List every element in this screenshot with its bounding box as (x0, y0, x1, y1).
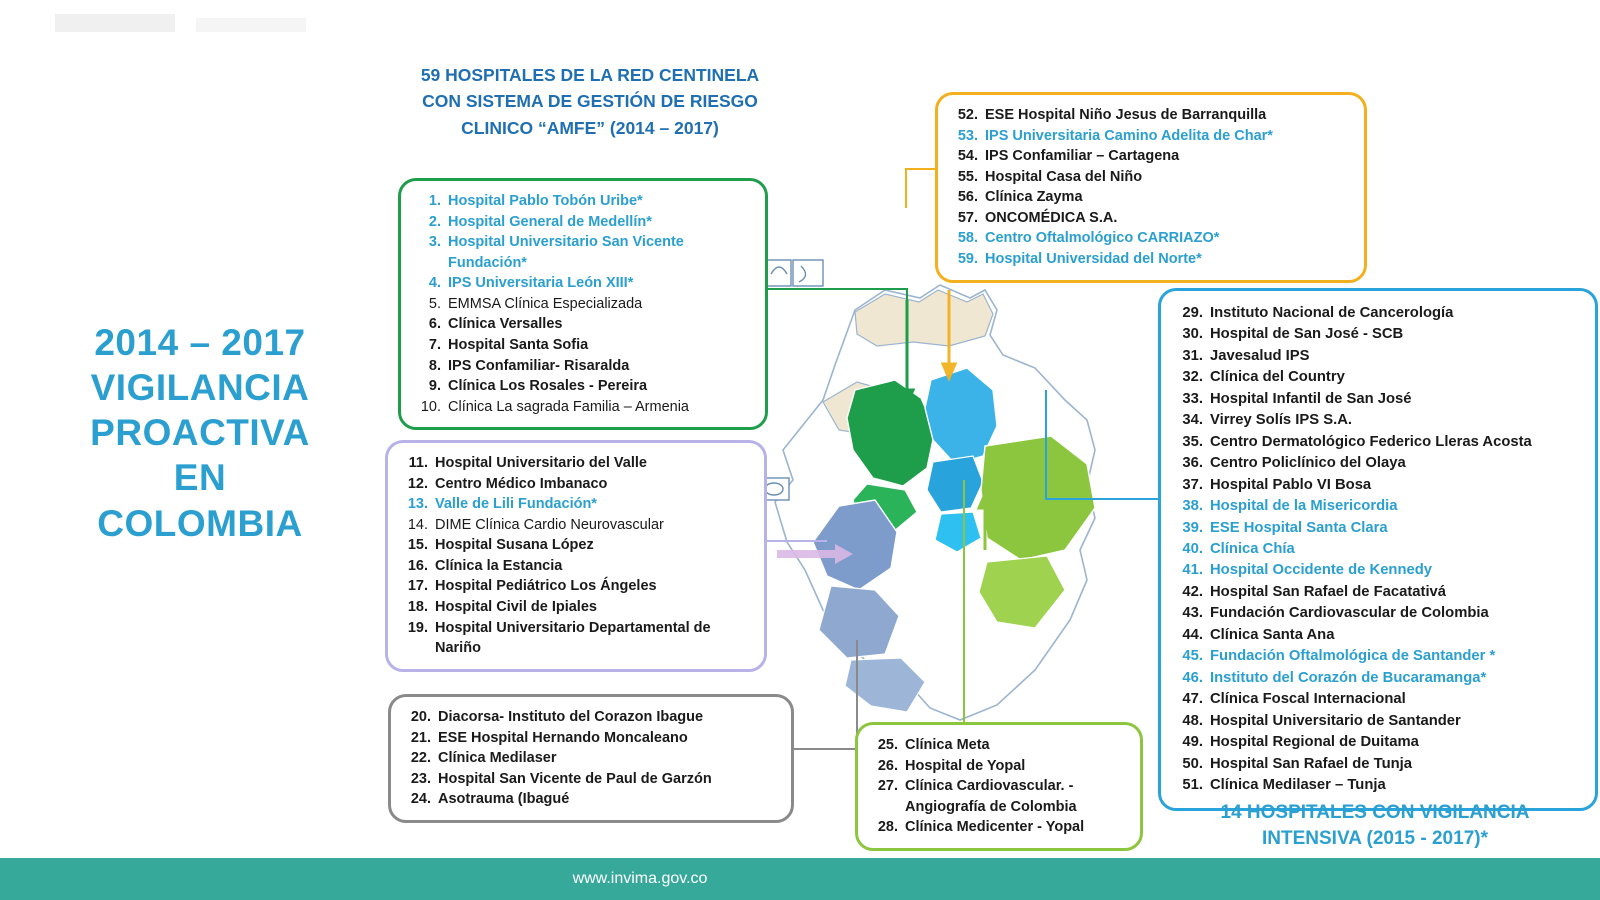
list-item-number: 6. (428, 316, 441, 333)
list-item-label: ESE Hospital Niño Jesus de Barranquilla (985, 107, 1267, 123)
list-item (1177, 582, 1579, 603)
intensive-surveillance-heading (1160, 800, 1590, 851)
list-item-number: 28. (877, 819, 898, 836)
page-title-line: VIGILANCIA (90, 367, 310, 409)
list-item-label: ESE Hospital Hernando Moncaleano (438, 729, 688, 746)
page-title (40, 320, 360, 546)
list-item (1177, 775, 1579, 796)
list-item-number: 25. (877, 737, 898, 753)
list-item-number: 7. (428, 337, 441, 354)
list-item-label: Clínica Santa Ana (1210, 626, 1335, 643)
box-costa-caribe (935, 92, 1367, 283)
colombia-map (735, 250, 1155, 770)
list-item-number: 58. (957, 230, 978, 247)
list-item-label: Clínica Medicenter - Yopal (905, 819, 1085, 836)
list-item (952, 126, 1350, 147)
list-item-number: 41. (1182, 562, 1203, 579)
list-item-number: 48. (1182, 712, 1203, 729)
list-item-number: 38. (1182, 498, 1203, 515)
list-item (952, 105, 1350, 126)
list-item-label: Hospital Santa Sofia (448, 337, 589, 354)
list-item (415, 335, 751, 356)
list-item-label: Clínica Meta (905, 737, 990, 753)
list-item-label: Clínica Medilaser (438, 750, 557, 767)
list-item-label: Asotrauma (Ibagué (438, 791, 570, 808)
footer-bar (0, 858, 1600, 900)
list-item-number: 9. (428, 378, 441, 395)
list-item-label: Hospital Susana López (435, 537, 594, 554)
list-item (1177, 646, 1579, 667)
decorative-mark-left (55, 14, 175, 32)
list-item-label: ESE Hospital Santa Clara (1210, 519, 1388, 536)
list-item-label: Hospital Regional de Duitama (1210, 734, 1419, 751)
list-item-label: Instituto Nacional de Cancerología (1210, 305, 1454, 321)
list-item-number: 54. (957, 148, 978, 165)
list-item-label: Clínica La sagrada Familia – Armenia (448, 398, 689, 415)
list-item (405, 769, 777, 790)
list-item (402, 515, 750, 536)
list-item-label: Clínica Los Rosales - Pereira (448, 378, 648, 395)
list-item-number: 51. (1182, 776, 1203, 793)
hospital-list (405, 707, 777, 810)
list-item-label: Hospital Civil de Ipiales (435, 599, 597, 616)
list-item (1177, 324, 1579, 345)
list-item-number: 45. (1182, 648, 1203, 665)
hospital-list (415, 191, 751, 417)
list-item-number: 18. (407, 599, 428, 616)
list-item-label: Hospital Universidad del Norte* (985, 251, 1202, 268)
list-item (872, 817, 1126, 838)
list-item (415, 294, 751, 315)
list-item (1177, 754, 1579, 775)
list-item-number: 17. (407, 578, 428, 595)
list-item (1177, 603, 1579, 624)
list-item (872, 756, 1126, 777)
list-item-number: 37. (1182, 476, 1203, 493)
list-item-label: Clínica Versalles (448, 316, 563, 333)
box-meta-casanare (855, 722, 1143, 851)
list-item-number: 55. (957, 168, 978, 185)
list-item-label: Hospital San Rafael de Tunja (1210, 755, 1412, 772)
list-item (402, 494, 750, 515)
list-item-label: Clínica Cardiovascular. - Angiografía de Colombia (905, 778, 1077, 815)
list-item-label: Hospital Universitario Departamental de Nariño (435, 619, 711, 657)
list-item (415, 191, 751, 212)
list-item-label: Hospital de la Misericordia (1210, 498, 1398, 515)
list-item (1177, 625, 1579, 646)
list-item-number: 47. (1182, 691, 1203, 708)
list-item-number: 46. (1182, 669, 1203, 686)
box-valle-narino (385, 440, 767, 672)
list-item-label: ONCOMÉDICA S.A. (985, 209, 1118, 226)
footer-url: www.invima.gov.co (572, 870, 708, 887)
list-item-label: Hospital de Yopal (905, 757, 1026, 774)
list-item-label: Hospital San Rafael de Facatativá (1210, 583, 1447, 600)
list-item-label: Centro Dermatológico Federico Lleras Acosta (1210, 433, 1532, 450)
list-item-number: 57. (957, 209, 978, 226)
list-item-label: IPS Confamiliar – Cartagena (985, 148, 1180, 165)
intensive-heading-line: 14 HOSPITALES CON VIGILANCIA (1220, 802, 1530, 823)
list-item-label: Centro Oftalmológico CARRIAZO* (985, 230, 1220, 247)
list-item-number: 14. (407, 516, 428, 533)
list-item (415, 314, 751, 335)
list-item-number: 59. (957, 251, 978, 268)
list-item-label: Hospital San Vicente de Paul de Garzón (438, 770, 712, 787)
list-item-label: Centro Médico Imbanaco (435, 475, 608, 492)
intensive-heading-line: INTENSIVA (2015 - 2017)* (1262, 827, 1488, 849)
list-item-number: 44. (1182, 626, 1203, 643)
list-item-number: 43. (1182, 605, 1203, 622)
list-item (1177, 496, 1579, 517)
list-item (415, 397, 751, 418)
list-item (872, 735, 1126, 756)
hospital-list (1177, 303, 1579, 796)
list-item-number: 12. (407, 475, 428, 492)
list-item (405, 707, 777, 728)
list-item-number: 3. (428, 234, 441, 251)
list-item-label: Fundación Cardiovascular de Colombia (1210, 605, 1489, 622)
list-item-label: Virrey Solís IPS S.A. (1210, 412, 1353, 429)
list-item-label: Diacorsa- Instituto del Corazon Ibague (438, 709, 704, 725)
list-item (402, 453, 750, 474)
list-item-number: 35. (1182, 433, 1203, 450)
list-item-label: Centro Policlínico del Olaya (1210, 455, 1406, 472)
list-item-label: Fundación Oftalmológica de Santander * (1210, 648, 1496, 665)
box-bogota-santander (1158, 288, 1598, 811)
list-item (415, 232, 751, 273)
main-heading-line: 59 HOSPITALES DE LA RED CENTINELA (420, 65, 760, 85)
list-item-number: 53. (957, 127, 978, 144)
list-item-number: 19. (407, 619, 428, 636)
list-item (1177, 560, 1579, 581)
list-item-number: 15. (407, 537, 428, 554)
page-title-line: 2014 – 2017 (94, 322, 306, 363)
list-item-number: 4. (428, 275, 441, 292)
list-item-label: IPS Universitaria León XIII* (448, 275, 634, 292)
list-item-number: 8. (428, 357, 441, 374)
list-item-label: Hospital General de Medellín* (448, 213, 652, 230)
list-item-number: 26. (877, 757, 898, 774)
list-item-label: Hospital Universitario San Vicente Fundación* (448, 234, 684, 271)
list-item-label: Hospital Casa del Niño (985, 168, 1143, 185)
list-item-number: 21. (410, 729, 431, 746)
page-title-line: PROACTIVA (90, 412, 310, 454)
list-item (1177, 389, 1579, 410)
list-item (415, 356, 751, 377)
box-antioquia-eje-cafetero (398, 178, 768, 430)
list-item (952, 146, 1350, 167)
list-item-label: Clínica Zayma (985, 189, 1083, 206)
decorative-mark-left-2 (196, 18, 306, 32)
list-item-number: 23. (410, 770, 431, 787)
list-item-number: 39. (1182, 519, 1203, 536)
list-item-label: Clínica Chía (1210, 540, 1295, 557)
list-item (405, 789, 777, 810)
list-item (1177, 410, 1579, 431)
list-item (1177, 303, 1579, 324)
list-item (1177, 539, 1579, 560)
list-item (402, 535, 750, 556)
list-item (402, 618, 750, 659)
list-item (402, 474, 750, 495)
list-item-number: 16. (407, 557, 428, 574)
list-item (1177, 668, 1579, 689)
list-item-number: 13. (407, 496, 428, 513)
list-item-label: EMMSA Clínica Especializada (448, 295, 643, 312)
main-heading-line: CLINICO “AMFE” (2014 – 2017) (461, 117, 719, 138)
list-item-label: Clínica la Estancia (435, 557, 563, 574)
list-item (1177, 346, 1579, 367)
hospital-list (402, 453, 750, 659)
list-item-number: 36. (1182, 455, 1203, 472)
list-item (405, 728, 777, 749)
list-item-number: 22. (410, 750, 431, 767)
list-item (415, 273, 751, 294)
hospital-list (872, 735, 1126, 838)
list-item-number: 52. (957, 107, 978, 123)
list-item (952, 167, 1350, 188)
list-item (402, 576, 750, 597)
list-item-label: Clínica Foscal Internacional (1210, 691, 1406, 708)
list-item-label: Clínica del Country (1210, 369, 1345, 386)
list-item-number: 11. (408, 455, 428, 471)
list-item-number: 2. (428, 213, 441, 230)
list-item-label: IPS Confamiliar- Risaralda (448, 357, 630, 374)
list-item-number: 34. (1182, 412, 1203, 429)
hospital-list (952, 105, 1350, 270)
list-item-number: 30. (1182, 326, 1203, 343)
list-item (405, 748, 777, 769)
list-item (402, 597, 750, 618)
list-item-number: 1. (428, 193, 441, 209)
list-item-label: DIME Clínica Cardio Neurovascular (435, 516, 664, 533)
page-title-line: COLOMBIA (97, 502, 303, 544)
list-item (1177, 432, 1579, 453)
list-item (1177, 475, 1579, 496)
list-item-label: Instituto del Corazón de Bucaramanga* (1210, 669, 1487, 686)
list-item-label: Hospital Universitario del Valle (435, 455, 647, 471)
list-item-number: 24. (410, 791, 431, 808)
list-item-number: 5. (428, 295, 441, 312)
list-item-number: 32. (1182, 369, 1203, 386)
box-tolima-huila (388, 694, 794, 823)
list-item-label: Hospital Universitario de Santander (1210, 712, 1461, 729)
list-item-number: 33. (1182, 390, 1203, 407)
main-heading (330, 62, 850, 141)
list-item (1177, 732, 1579, 753)
list-item (402, 556, 750, 577)
list-item-label: Hospital Pablo VI Bosa (1210, 476, 1372, 493)
list-item (415, 376, 751, 397)
list-item-label: Hospital de San José - SCB (1210, 326, 1404, 343)
list-item (952, 249, 1350, 270)
list-item-number: 10. (420, 398, 441, 415)
list-item-number: 42. (1182, 583, 1203, 600)
list-item-number: 50. (1182, 755, 1203, 772)
main-heading-line: CON SISTEMA DE GESTIÓN DE RIESGO (422, 91, 758, 112)
list-item (1177, 518, 1579, 539)
list-item-label: Hospital Pediátrico Los Ángeles (435, 578, 657, 595)
list-item-label: IPS Universitaria Camino Adelita de Char* (985, 127, 1273, 144)
list-item (872, 776, 1126, 817)
list-item-label: Javesalud IPS (1210, 347, 1310, 364)
list-item (1177, 689, 1579, 710)
page-title-line: EN (173, 457, 227, 499)
list-item (415, 212, 751, 233)
list-item-number: 49. (1182, 734, 1203, 751)
list-item-label: Clínica Medilaser – Tunja (1210, 776, 1386, 793)
list-item-label: Hospital Infantil de San José (1210, 390, 1412, 407)
list-item (952, 228, 1350, 249)
list-item-label: Hospital Occidente de Kennedy (1210, 562, 1433, 579)
list-item-label: Valle de Lili Fundación* (435, 496, 597, 513)
list-item-label: Hospital Pablo Tobón Uribe* (448, 193, 643, 209)
list-item (1177, 711, 1579, 732)
list-item-number: 29. (1182, 305, 1203, 321)
list-item-number: 40. (1182, 540, 1203, 557)
list-item-number: 56. (957, 189, 978, 206)
list-item-number: 20. (410, 709, 431, 725)
list-item-number: 31. (1182, 347, 1203, 364)
list-item-number: 27. (877, 778, 898, 795)
list-item (1177, 453, 1579, 474)
list-item (1177, 367, 1579, 388)
list-item (952, 208, 1350, 229)
list-item (952, 187, 1350, 208)
